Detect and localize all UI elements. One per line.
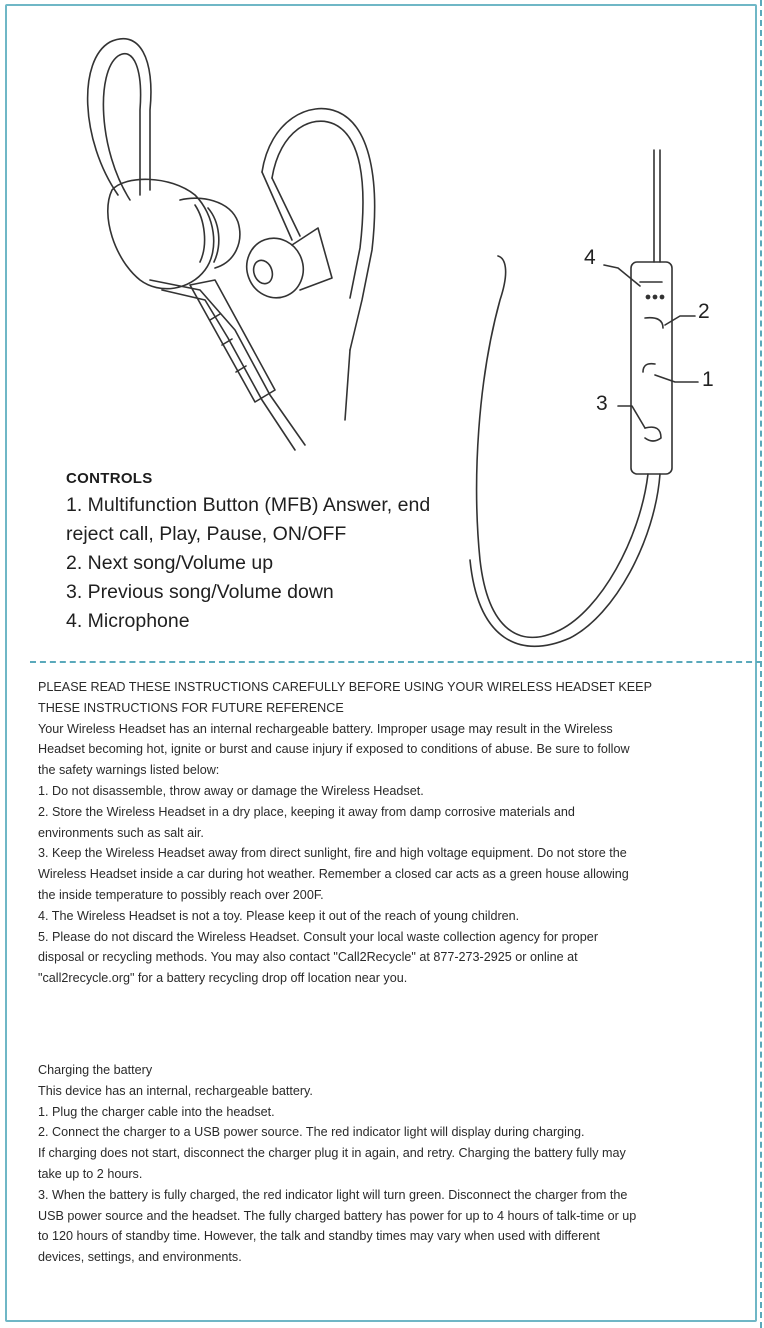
charging-line: USB power source and the headset. The fully charged battery has power for up to 4 hours of talk-time or up — [38, 1208, 637, 1223]
safety-instructions — [38, 677, 750, 989]
button-3 — [645, 427, 661, 441]
control-item: 1. Multifunction Button (MFB) Answer, end — [66, 494, 431, 516]
control-item: 2. Next song/Volume up — [66, 552, 274, 574]
left-remote — [190, 280, 275, 402]
safety-line: "call2recycle.org" for a battery recycling drop off location near you. — [38, 971, 408, 986]
charging-heading: Charging the battery — [38, 1063, 153, 1077]
safety-line: Headset becoming hot, ignite or burst and cause injury if exposed to conditions of abuse. Be sure to follow — [38, 742, 630, 757]
charging-line: to 120 hours of standby time. However, the talk and standby times may vary when used with different — [38, 1229, 600, 1244]
left-ear-hook — [88, 39, 151, 195]
safety-line: 2. Store the Wireless Headset in a dry place, keeping it away from damp corrosive materials and — [38, 804, 575, 819]
safety-line: the safety warnings listed below: — [38, 763, 220, 778]
remote-cable-top — [654, 150, 660, 262]
cut-line-horizontal — [30, 661, 762, 663]
charging-instructions — [38, 1060, 750, 1268]
safety-line: Your Wireless Headset has an internal rechargeable battery. Improper usage may result in the Wireless — [38, 721, 613, 736]
safety-line: 5. Please do not discard the Wireless Headset. Consult your local waste collection agency for proper — [38, 929, 599, 944]
safety-line: 4. The Wireless Headset is not a toy. Please keep it out of the reach of young children. — [38, 908, 520, 923]
control-item: reject call, Play, Pause, ON/OFF — [66, 523, 347, 545]
safety-line: PLEASE READ THESE INSTRUCTIONS CAREFULLY BEFORE USING YOUR WIRELESS HEADSET KEEP — [38, 680, 652, 694]
safety-line: 3. Keep the Wireless Headset away from direct sunlight, fire and high voltage equipment. Do not store the — [38, 846, 627, 861]
button-2 — [645, 318, 663, 328]
cable-loop — [477, 256, 648, 637]
button-1 — [643, 364, 655, 372]
charging-line: 1. Plug the charger cable into the headset. — [38, 1104, 275, 1119]
right-earbud-tip — [238, 230, 311, 306]
callout-2: 2 — [698, 300, 710, 323]
left-earbud — [108, 179, 214, 288]
charging-line: 3. When the battery is fully charged, the red indicator light will turn green. Disconnect the charger from the — [38, 1187, 628, 1202]
control-item: 4. Microphone — [66, 610, 190, 632]
controls-heading: CONTROLS — [66, 470, 153, 487]
safety-line: the inside temperature to possibly reach over 200F. — [38, 887, 324, 902]
charging-line: 2. Connect the charger to a USB power source. The red indicator light will display during charging. — [38, 1125, 585, 1140]
control-item: 3. Previous song/Volume down — [66, 581, 334, 603]
charging-line: take up to 2 hours. — [38, 1166, 143, 1181]
charging-line: This device has an internal, rechargeable battery. — [38, 1083, 313, 1098]
safety-line: disposal or recycling methods. You may also contact "Call2Recycle" at 877-273-2925 or online at — [38, 950, 578, 965]
callout-4: 4 — [584, 246, 596, 269]
safety-line: THESE INSTRUCTIONS FOR FUTURE REFERENCE — [38, 700, 344, 715]
safety-line: Wireless Headset inside a car during hot weather. Remember a closed car acts as a green house allowing — [38, 867, 629, 882]
controls-legend — [66, 470, 486, 636]
safety-line: 1. Do not disassemble, throw away or damage the Wireless Headset. — [38, 783, 424, 798]
safety-line: environments such as salt air. — [38, 825, 204, 840]
callout-1: 1 — [702, 368, 714, 391]
callout-3: 3 — [596, 392, 608, 415]
inline-remote — [631, 262, 672, 474]
charging-line: devices, settings, and environments. — [38, 1250, 242, 1265]
charging-line: If charging does not start, disconnect the charger plug it in again, and retry. Charging the battery fully may — [38, 1146, 626, 1161]
